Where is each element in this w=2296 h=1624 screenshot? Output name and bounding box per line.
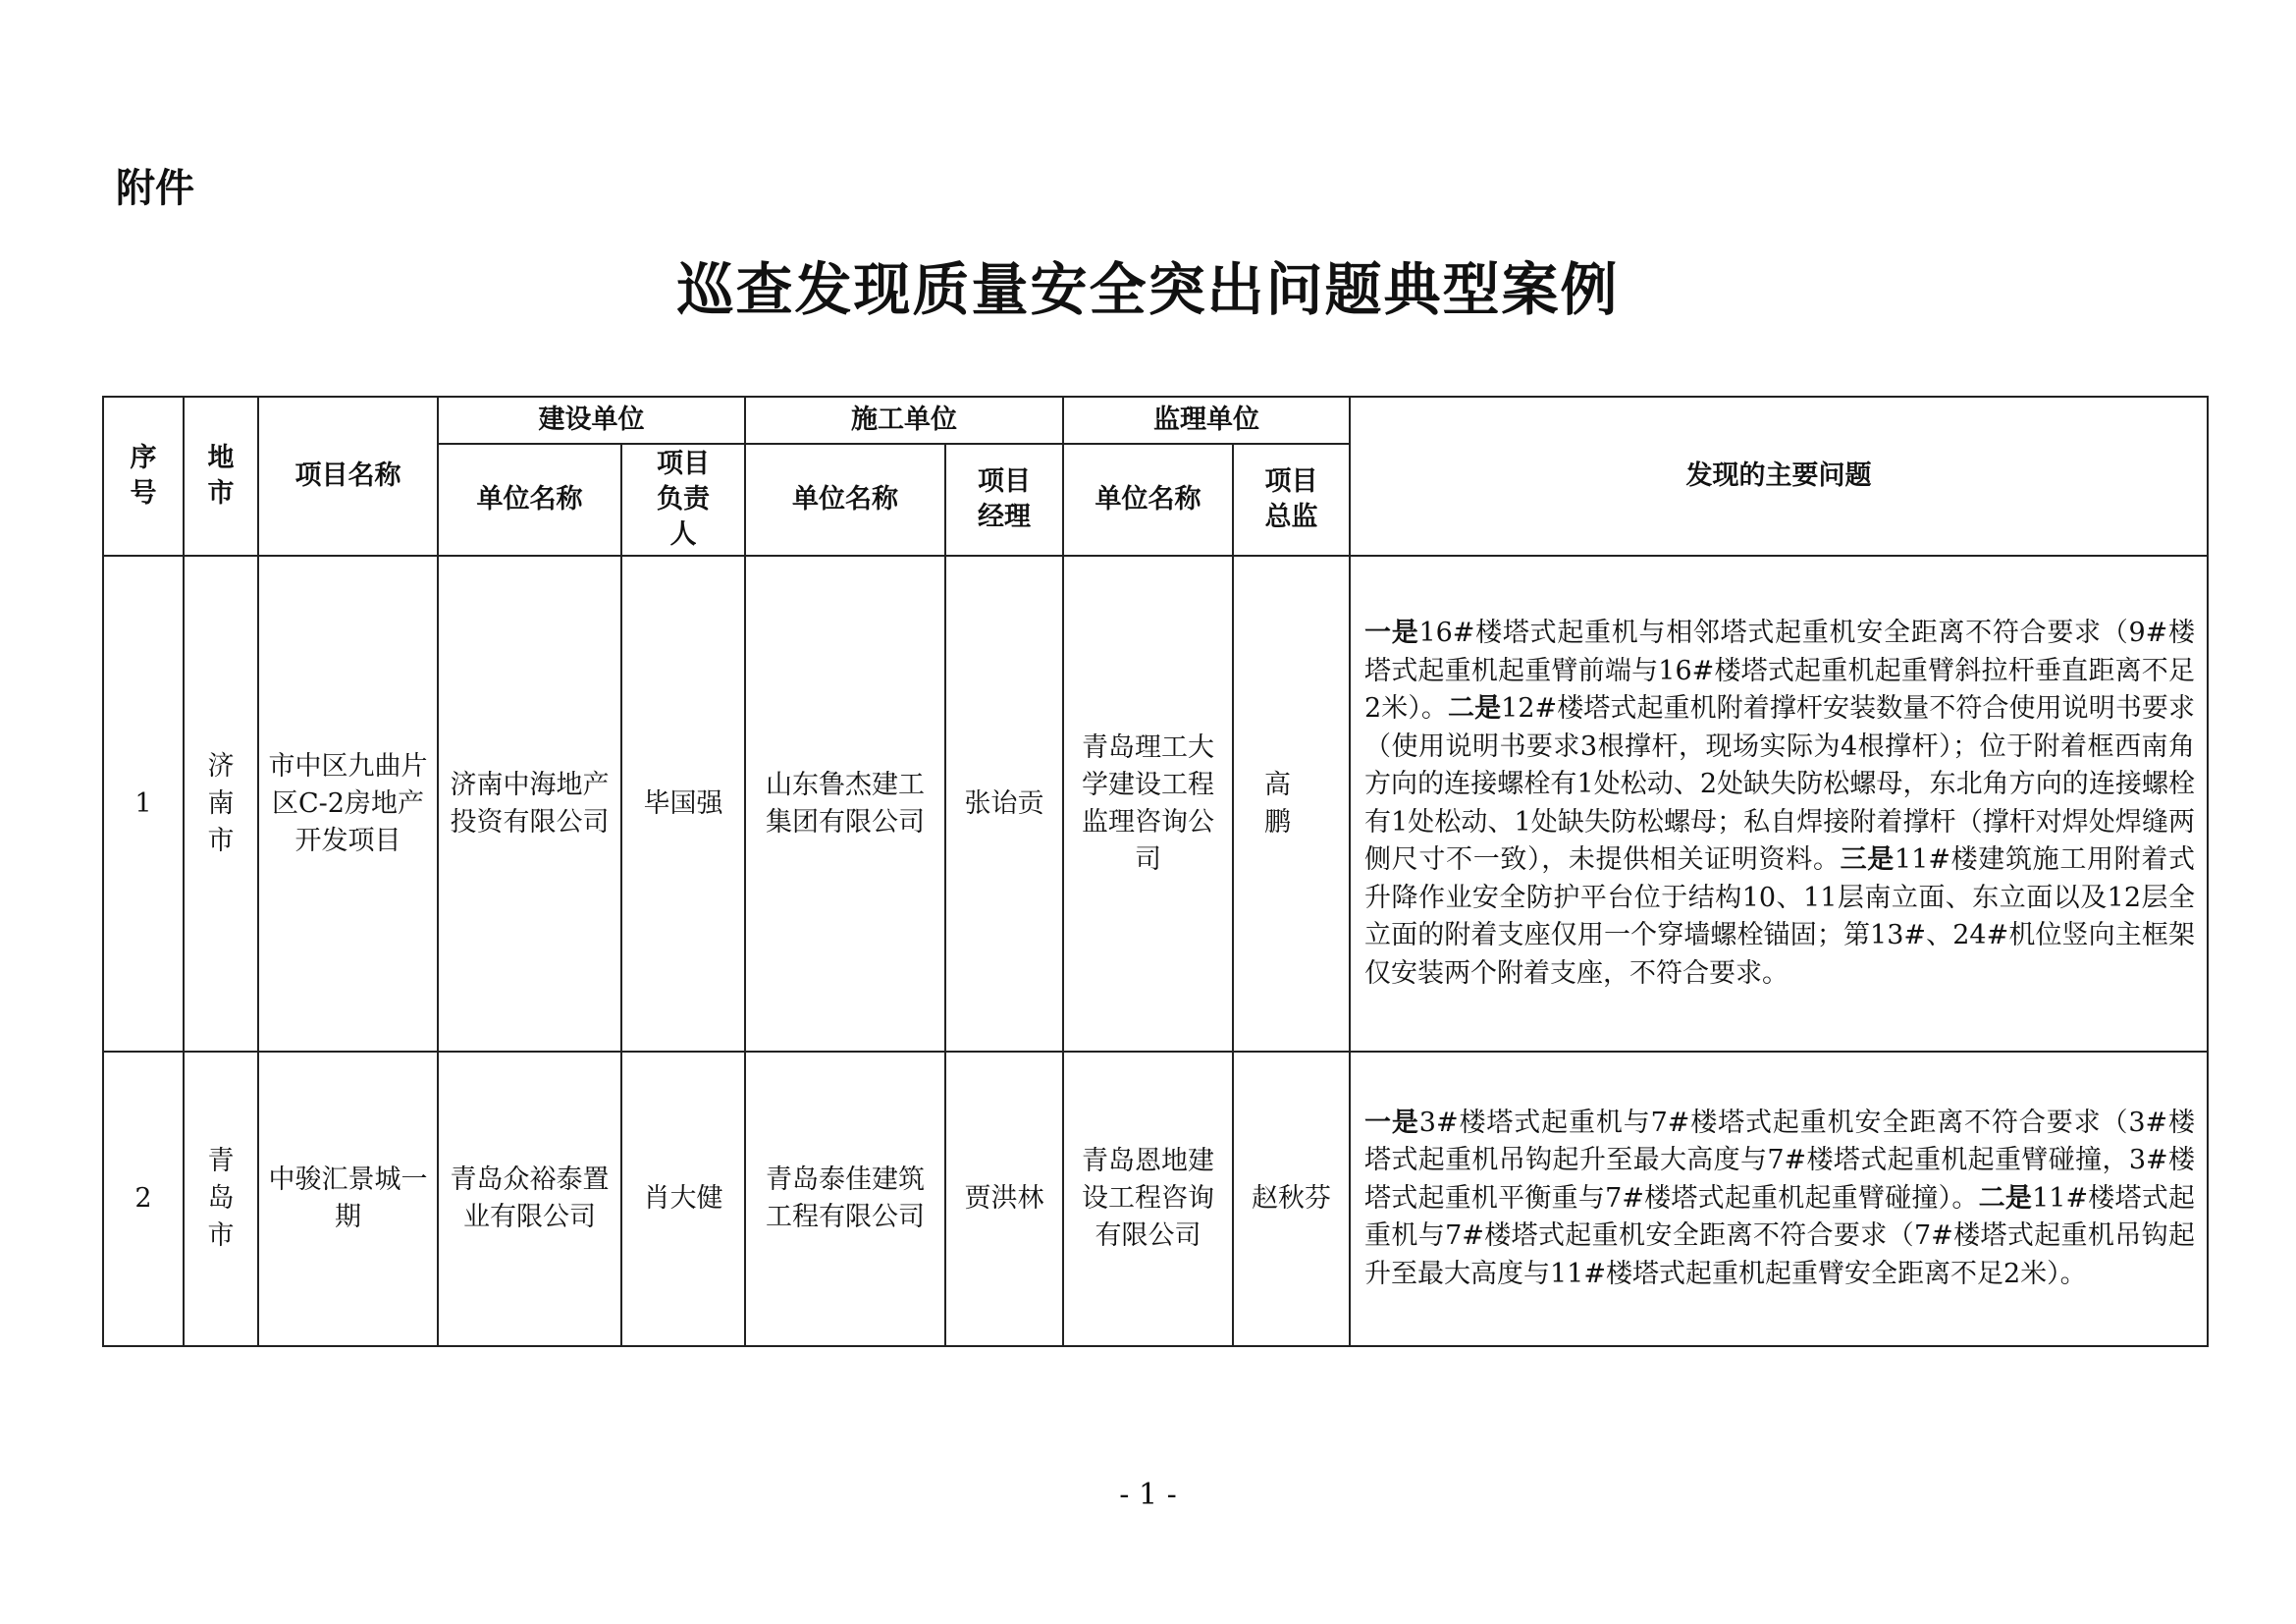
- header-project-name: 项目名称: [258, 397, 438, 556]
- problem-marker: 一是: [1364, 1107, 1419, 1138]
- cell-construction-unit-lead: 肖大健: [621, 1052, 745, 1346]
- problem-text: 12#楼塔式起重机附着撑杆安装数量不符合使用说明书要求（使用说明书要求3根撑杆，现场实际为4根撑杆）；位于附着框西南角方向的连接螺栓有1处松动、2处缺失防松螺母，东北角方向的连接螺栓有1处松动、1处缺失防松螺母；私自焊接附着撑杆（撑杆对焊处焊缝两侧尺寸不一致），未提供相关证明资料。: [1364, 693, 2195, 875]
- cell-contractor-manager: 张诒贡: [945, 556, 1063, 1052]
- header-city: 地市: [184, 397, 258, 556]
- header-seq: 序号: [103, 397, 184, 556]
- cell-problems: [1350, 556, 2208, 1052]
- cell-supervisor-chief: 高鹏: [1233, 556, 1350, 1052]
- problem-text: 3#楼塔式起重机与7#楼塔式起重机安全距离不符合要求（3#楼塔式起重机吊钩起升至最大高度与7#楼塔式起重机起重臂碰撞，3#楼塔式起重机平衡重与7#楼塔式起重机起重臂碰撞）。: [1364, 1107, 2196, 1214]
- document-title: 巡查发现质量安全突出问题典型案例: [676, 256, 1620, 323]
- header-construction-unit: 建设单位: [438, 397, 745, 444]
- problem-text: 11#楼塔式起重机与7#楼塔式起重机安全距离不符合要求（7#楼塔式起重机吊钩起升至最大高度与11#楼塔式起重机起重臂安全距离不足2米）。: [1364, 1182, 2195, 1289]
- page-number: - 1 -: [1119, 1478, 1177, 1512]
- header-supervisor-unit-name: 单位名称: [1063, 444, 1233, 556]
- case-table: [102, 396, 2209, 1347]
- cell-supervisor-chief: 赵秋芬: [1233, 1052, 1350, 1346]
- cell-problems: [1350, 1052, 2208, 1346]
- cell-seq: 2: [103, 1052, 184, 1346]
- cell-city: 青岛市: [184, 1052, 258, 1346]
- cell-seq: 1: [103, 556, 184, 1052]
- problem-marker: 三是: [1840, 844, 1895, 875]
- header-chief-supervisor: 项目总监: [1233, 444, 1350, 556]
- cell-construction-unit-lead: 毕国强: [621, 556, 745, 1052]
- problem-text: 11#楼建筑施工用附着式升降作业安全防护平台位于结构10、11层南立面、东立面以及12层全立面的附着支座仅用一个穿墙螺栓锚固；第13#、24#机位竖向主框架仅安装两个附着支座，不符合要求。: [1364, 844, 2196, 989]
- problem-marker: 一是: [1364, 618, 1419, 648]
- header-supervisor: 监理单位: [1063, 397, 1350, 444]
- header-project-lead: 项目负责人: [621, 444, 745, 556]
- cell-supervisor-name: 青岛恩地建设工程咨询有限公司: [1063, 1052, 1233, 1346]
- cell-contractor-name: 山东鲁杰建工集团有限公司: [745, 556, 945, 1052]
- header-contractor: 施工单位: [745, 397, 1063, 444]
- problem-marker: 二是: [1978, 1182, 2033, 1214]
- table-row: [103, 1052, 2208, 1346]
- table-row: [103, 556, 2208, 1052]
- cell-contractor-name: 青岛泰佳建筑工程有限公司: [745, 1052, 945, 1346]
- cell-project-name: 中骏汇景城一期: [258, 1052, 438, 1346]
- problem-text: 16#楼塔式起重机与相邻塔式起重机安全距离不符合要求（9#楼塔式起重机起重臂前端与16#楼塔式起重机起重臂斜拉杆垂直距离不足2米）。: [1364, 618, 2196, 724]
- cell-city: 济南市: [184, 556, 258, 1052]
- cell-construction-unit-name: 青岛众裕泰置业有限公司: [438, 1052, 621, 1346]
- cell-supervisor-name: 青岛理工大学建设工程监理咨询公司: [1063, 556, 1233, 1052]
- header-project-manager: 项目经理: [945, 444, 1063, 556]
- header-construction-unit-name: 单位名称: [438, 444, 621, 556]
- cell-project-name: 市中区九曲片区C-2房地产开发项目: [258, 556, 438, 1052]
- problem-marker: 二是: [1448, 693, 1502, 724]
- header-contractor-unit-name: 单位名称: [745, 444, 945, 556]
- cell-construction-unit-name: 济南中海地产投资有限公司: [438, 556, 621, 1052]
- header-problems: 发现的主要问题: [1350, 397, 2208, 556]
- attachment-label: 附件: [116, 166, 194, 211]
- cell-contractor-manager: 贾洪林: [945, 1052, 1063, 1346]
